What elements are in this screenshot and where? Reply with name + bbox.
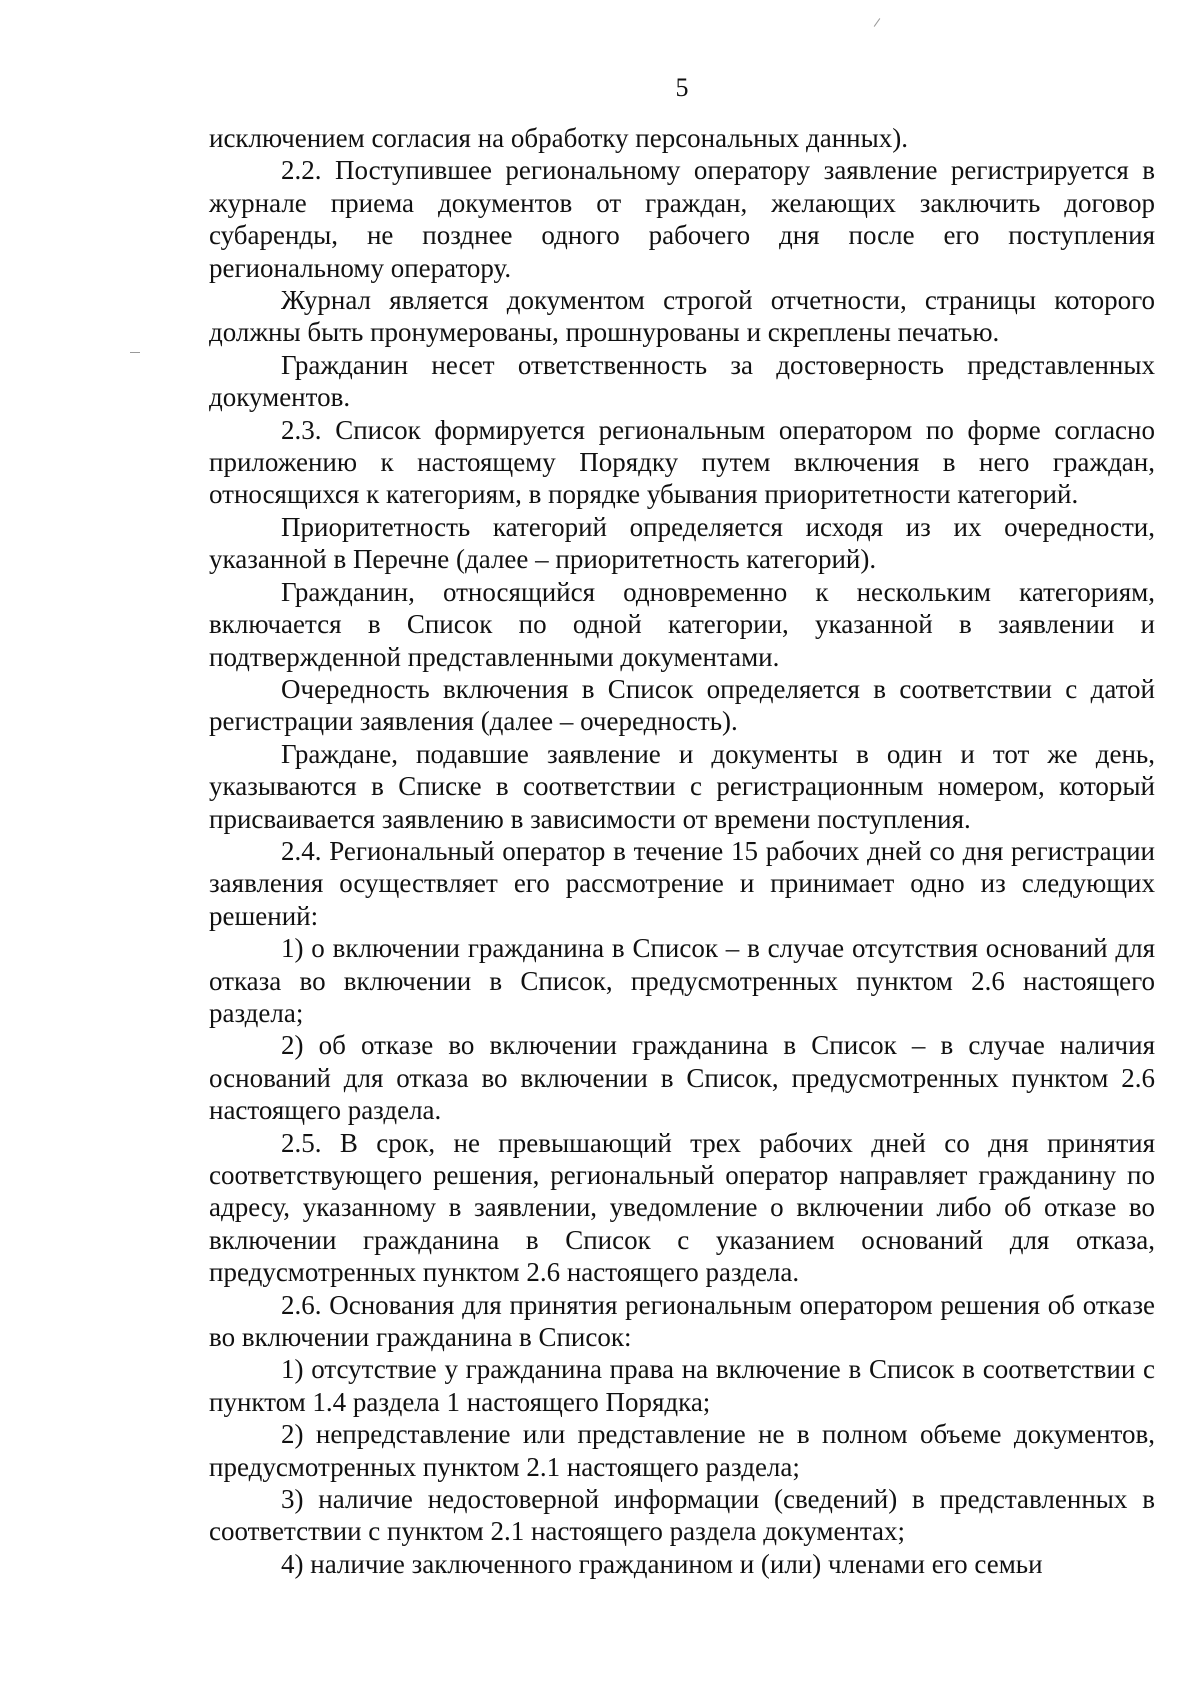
paragraph-responsibility: Гражданин несет ответственность за достоверность представленных документов. [209,349,1155,413]
list-item-2-6-3: 3) наличие недостоверной информации (сведений) в представленных в соответствии с пунктом 2.1 настоящего раздела документах; [209,1484,1155,1547]
scan-artifact-mark [874,18,881,27]
paragraph-2-6: 2.6. Основания для принятия региональным оператором решения об отказе во включении гражданина в Список: [209,1289,1155,1353]
list-item-2-6-2: 2) непредставление или представление не в полном объеме документов, предусмотренных пунктом 2.1 настоящего раздела; [209,1419,1155,1482]
list-item-2-4-1: 1) о включении гражданина в Список – в случае отсутствия оснований для отказа во включении в Список, предусмотренных пунктом 2.6 настоящего раздела; [209,933,1155,1028]
document-body [209,122,1155,1580]
paragraph-same-day: Граждане, подавшие заявление и документы в один и тот же день, указываются в Списке в соответствии с регистрационным номером, который присваивается заявлению в зависимости от времени поступления. [209,738,1155,834]
paragraph-2-3: 2.3. Список формируется региональным оператором по форме согласно приложению к настоящему Порядку путем включения в него граждан, относящихся к категориям, в порядке убывания приоритетности категорий. [209,414,1155,510]
paragraph-2-4: 2.4. Региональный оператор в течение 15 рабочих дней со дня регистрации заявления осуществляет его рассмотрение и принимает одно из следующих решений: [209,835,1155,931]
scan-artifact-mark [130,352,140,353]
list-item-2-6-1: 1) отсутствие у гражданина права на включение в Список в соответствии с пунктом 1.4 раздела 1 настоящего Порядка; [209,1354,1155,1417]
paragraph-2-5: 2.5. В срок, не превышающий трех рабочих дней со дня принятия соответствующего решения, региональный оператор направляет гражданину по адресу, указанному в заявлении, уведомление о включении либо об отказе во включении гражданина в Список с указанием оснований для отказа, предусмотренных пунктом 2.6 настоящего раздела. [209,1127,1155,1288]
paragraph-priority: Приоритетность категорий определяется исходя из их очередности, указанной в Перечне (далее – приоритетность категорий). [209,511,1155,575]
list-item-2-6-4: 4) наличие заключенного гражданином и (или) членами его семьи [281,1548,1043,1579]
paragraph-2-2: 2.2. Поступившее региональному оператору заявление регистрируется в журнале приема документов от граждан, желающих заключить договор субаренды, не позднее одного рабочего дня после его поступления региональному оператору. [209,155,1155,283]
paragraph-journal: Журнал является документом строгой отчетности, страницы которого должны быть пронумерованы, прошнурованы и скреплены печатью. [209,285,1155,348]
paragraph-several-categories: Гражданин, относящийся одновременно к нескольким категориям, включается в Список по одной категории, указанной в заявлении и подтвержденной представленными документами. [209,576,1155,672]
paragraph-order: Очередность включения в Список определяется в соответствии с датой регистрации заявления (далее – очередность). [209,673,1155,737]
page-number: 5 [675,73,689,102]
list-item-2-4-2: 2) об отказе во включении гражданина в Список – в случае наличия оснований для отказа во включении в Список, предусмотренных пунктом 2.6 настоящего раздела. [209,1030,1155,1126]
paragraph-continuation: исключением согласия на обработку персональных данных). [209,123,908,153]
